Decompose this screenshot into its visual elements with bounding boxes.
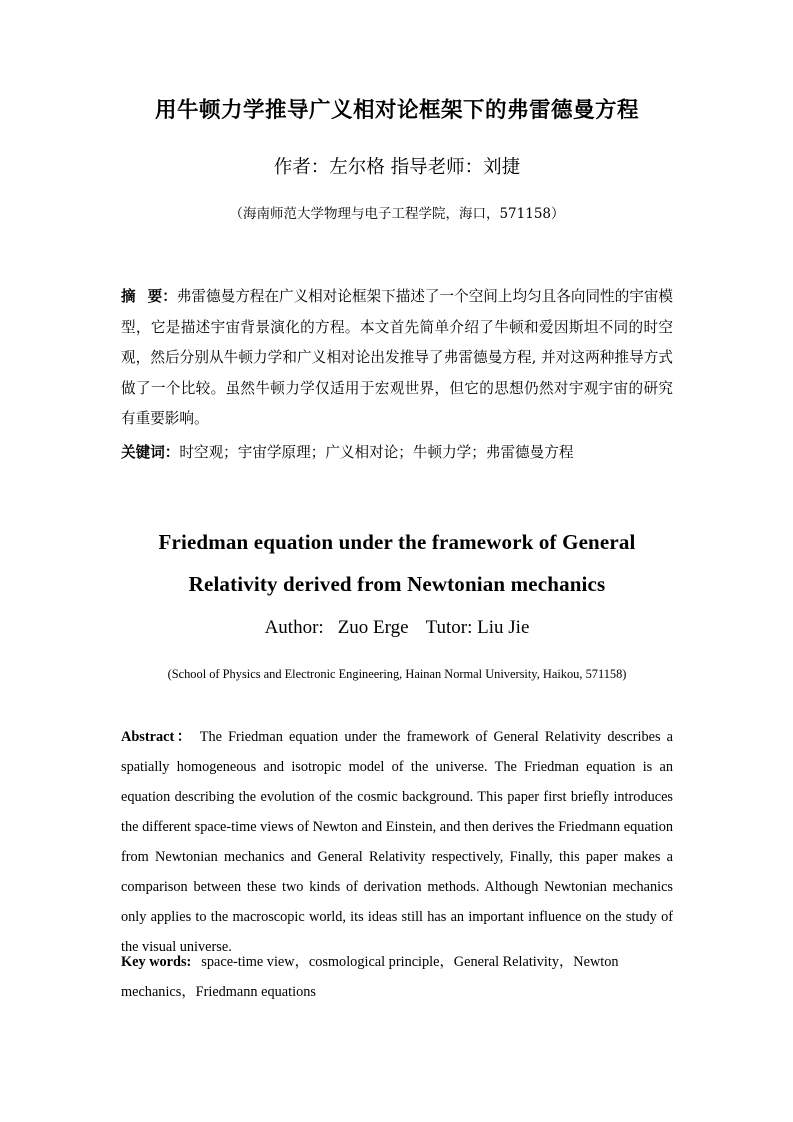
english-abstract-text: The Friedman equation under the framework of General Relativity describes a spatially homogeneous and isotropic model of the universe. The Friedman equation is an equation describing the evolution of the cosmic background. This paper first briefly introduces the different space-time views of Newton and Einstein, and then derives the Friedmann equation from Newtonian mechanics and General Relativity respectively, Finally, this paper makes a comparison between these two kinds of derivation methods. Although Newtonian mechanics only applies to the macroscopic world, its ideas still has an important influence on the study of the visual universe. bbox=[121, 729, 673, 955]
chinese-abstract-label bbox=[121, 288, 177, 305]
chinese-title: 用牛顿力学推导广义相对论框架下的弗雷德曼方程 bbox=[154, 98, 639, 123]
english-title-line-1: Friedman equation under the framework of General bbox=[158, 530, 636, 554]
chinese-abstract bbox=[121, 282, 673, 435]
english-abstract-label: Abstract： bbox=[121, 729, 194, 745]
chinese-abstract-label-char2: 要： bbox=[147, 288, 177, 305]
chinese-abstract-label-char1: 摘 bbox=[121, 288, 136, 305]
english-author-label: Author: bbox=[264, 617, 324, 638]
english-author-name: Zuo Erge bbox=[337, 617, 409, 638]
english-tutor-label: Tutor: bbox=[425, 617, 473, 638]
english-authors-line bbox=[121, 614, 673, 642]
english-tutor-name: Liu Jie bbox=[477, 617, 530, 638]
english-keywords-text: space-time view，cosmological principle，General Relativity，Newton mechanics，Friedmann equations bbox=[121, 954, 619, 1000]
english-keywords bbox=[121, 947, 673, 1007]
english-abstract bbox=[121, 722, 673, 962]
chinese-abstract-text: 弗雷德曼方程在广义相对论框架下描述了一个空间上均匀且各向同性的宇宙模型，它是描述宇宙背景演化的方程。本文首先简单介绍了牛顿和爱因斯坦不同的时空观，然后分别从牛顿力学和广义相对论出发推导了弗雷德曼方程, 并对这两种推导方式做了一个比较。虽然牛顿力学仅适用于宏观世界，但它的思想仍然对宇观宇宙的研究有重要影响。 bbox=[121, 288, 674, 427]
english-keywords-label: Key words: bbox=[121, 954, 192, 970]
chinese-authors-line: 作者：左尔格 指导老师：刘捷 bbox=[273, 157, 521, 178]
chinese-keywords-label: 关键词： bbox=[121, 444, 180, 461]
label-spacer bbox=[136, 288, 148, 305]
chinese-affiliation: （海南师范大学物理与电子工程学院，海口，571158） bbox=[229, 206, 565, 222]
chinese-keywords-text: 时空观；宇宙学原理；广义相对论；牛顿力学；弗雷德曼方程 bbox=[179, 444, 574, 461]
english-title bbox=[121, 521, 673, 605]
english-title-line-2: Relativity derived from Newtonian mechanics bbox=[188, 572, 606, 596]
english-affiliation: (School of Physics and Electronic Engineering, Hainan Normal University, Haikou, 571158) bbox=[167, 667, 627, 681]
chinese-keywords bbox=[121, 438, 673, 469]
